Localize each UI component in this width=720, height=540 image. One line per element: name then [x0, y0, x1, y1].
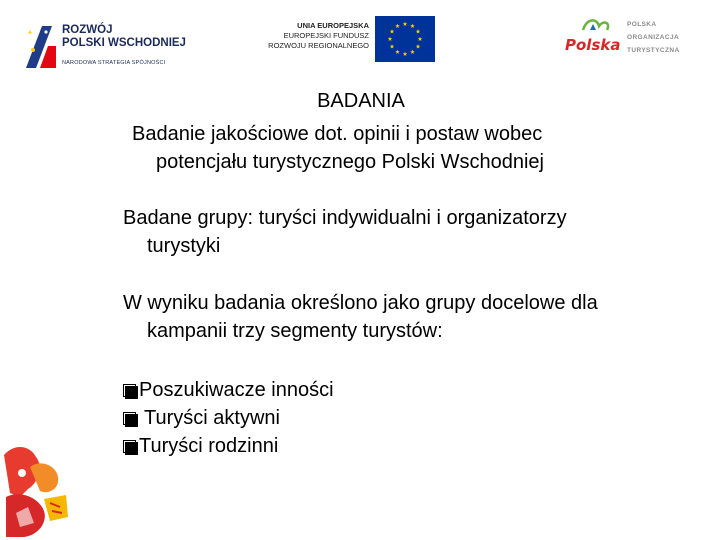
checkbox-bullet-icon — [123, 412, 136, 425]
checkbox-bullet-icon — [123, 440, 136, 453]
polska-wordmark: Polska — [565, 36, 621, 54]
rpw-name — [62, 24, 186, 50]
segment-list — [123, 376, 334, 460]
list-item — [123, 404, 334, 432]
rpw-line2: POLSKI WSCHODNIEJ — [62, 37, 186, 49]
rpw-logo — [22, 16, 192, 72]
list-item — [123, 432, 334, 460]
rpw-subtitle: NARODOWA STRATEGIA SPÓJNOŚCI — [62, 60, 166, 66]
paragraph-segments — [123, 289, 703, 345]
slide-title: BADANIA — [317, 90, 405, 112]
eu-line1: UNIA EUROPEJSKA — [297, 21, 369, 30]
para2-line2: kampanii trzy segmenty turystów: — [147, 320, 443, 342]
eu-line3: ROZWOJU REGIONALNEGO — [268, 41, 369, 50]
eu-logo — [262, 16, 437, 66]
subtitle-line1: Badanie jakościowe dot. opinii i postaw wobec — [132, 123, 543, 145]
pot-line3: TURYSTYCZNA — [627, 47, 680, 54]
para2-line1: W wyniku badania określono jako grupy docelowe dla — [123, 292, 598, 314]
paragraph-groups — [123, 204, 703, 260]
para1-line1: Badane grupy: turyści indywidualni i organizatorzy — [123, 207, 567, 229]
eu-flag-icon — [375, 16, 435, 62]
rpw-line1: ROZWÓJ — [62, 24, 113, 36]
pot-line1: POLSKA — [627, 21, 657, 28]
list-item-label: Turyści rodzinni — [139, 435, 279, 457]
eu-text — [268, 21, 369, 51]
subtitle-line2: potencjału turystycznego Polski Wschodniej — [156, 151, 544, 173]
list-item-label: Turyści aktywni — [144, 407, 280, 429]
checkbox-bullet-icon — [123, 384, 136, 397]
polska-brand-icon — [563, 16, 621, 58]
list-item-label: Poszukiwacze inności — [139, 379, 334, 401]
pot-text — [627, 18, 680, 57]
slide-subtitle — [132, 120, 692, 176]
eu-line2: EUROPEJSKI FUNDUSZ — [283, 31, 369, 40]
decorative-illustration-icon — [0, 437, 72, 540]
para1-line2: turystyki — [147, 235, 221, 257]
pot-line2: ORGANIZACJA — [627, 34, 680, 41]
rpw-emblem-icon — [22, 20, 56, 68]
list-item — [123, 376, 334, 404]
pot-logo — [563, 16, 703, 62]
